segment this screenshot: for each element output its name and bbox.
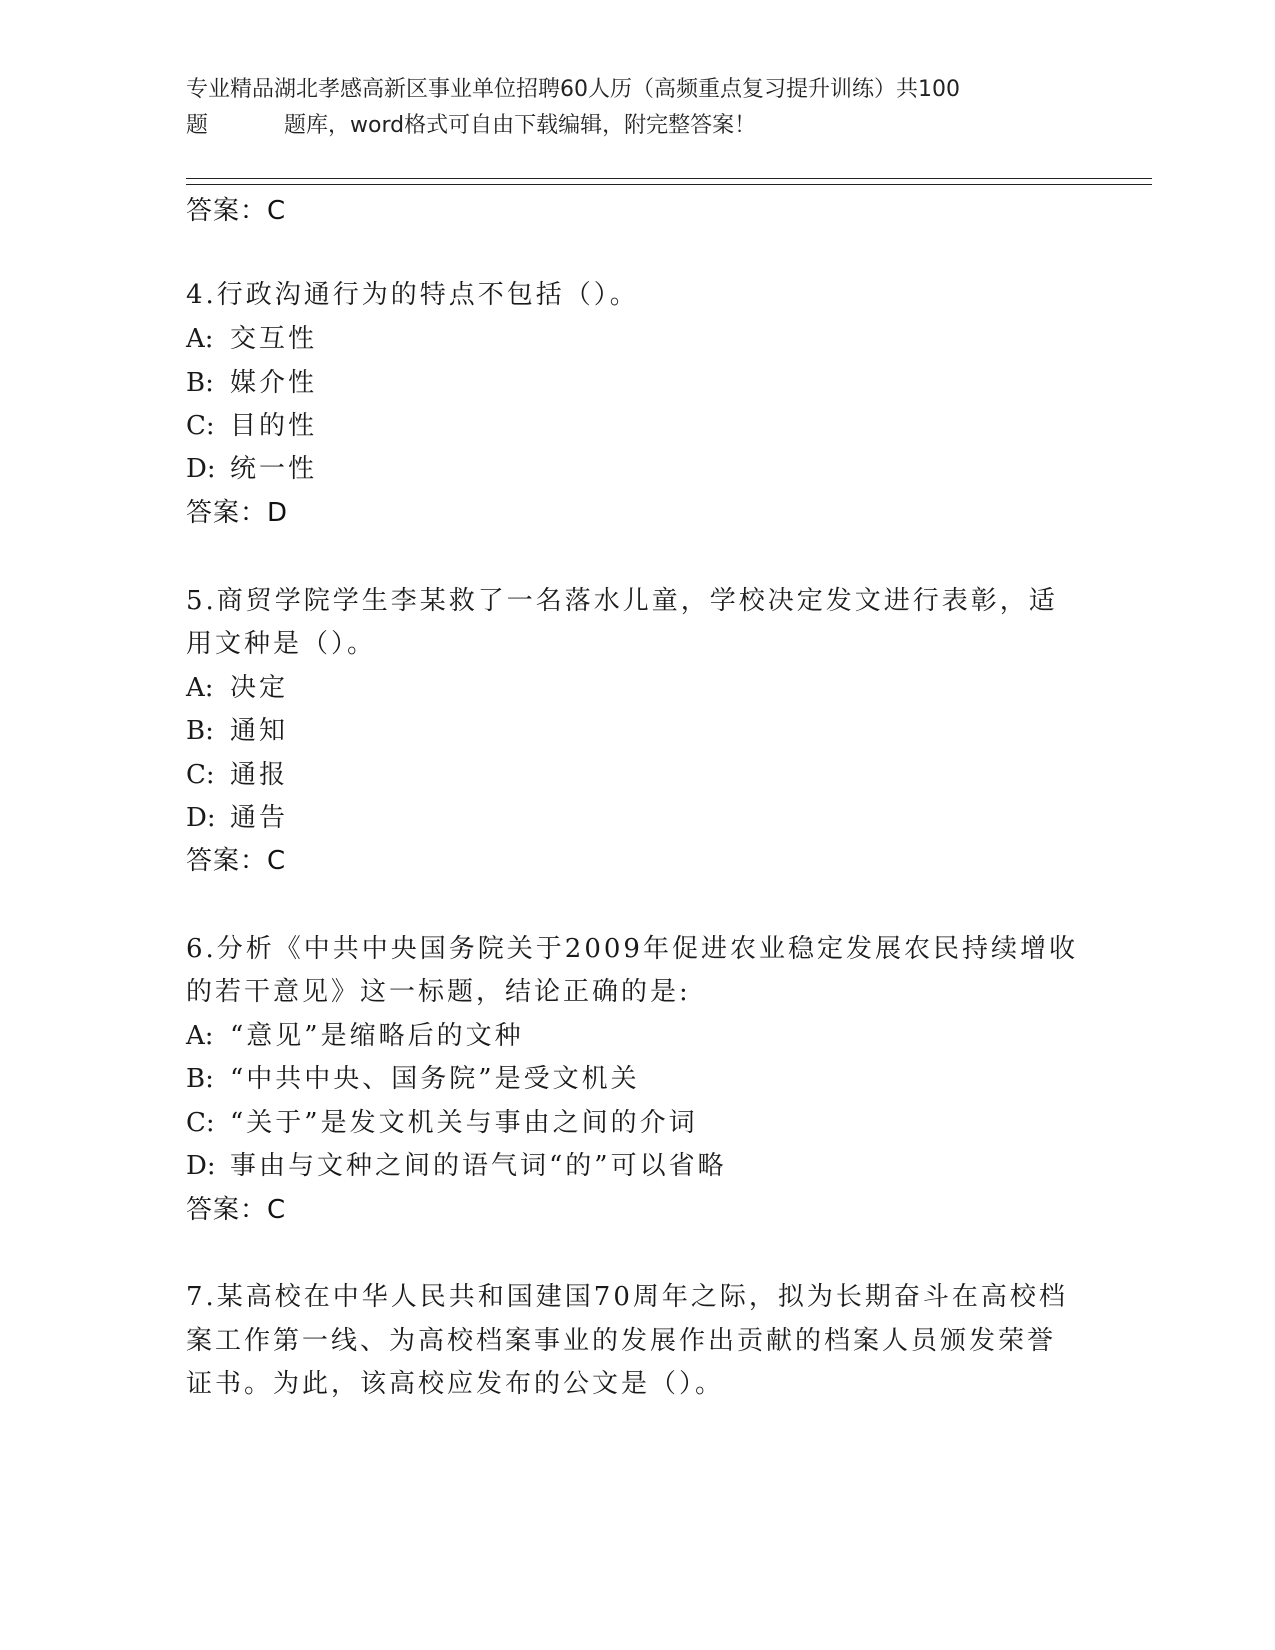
q4-option-c [186,405,317,442]
answer-prev: 答案：C [186,196,287,226]
q6-stem-line-2: 的若干意见》这一标题，结论正确的是: [186,977,691,1007]
option-letter: B: [186,368,214,398]
q4-option-a [186,318,317,355]
q5-option-b [186,710,288,747]
option-text: 统一性 [230,454,318,484]
option-text: 交互性 [230,324,318,354]
header-divider-bottom [186,184,1152,185]
option-text: 决定 [230,673,289,703]
q4-stem: 4.行政沟通行为的特点不包括（）。 [186,280,639,310]
q5-stem-line-1: 5.商贸学院学生李某救了一名落水儿童，学校决定发文进行表彰，适 [186,586,1058,616]
q5-option-d [186,797,288,834]
header-line-2 [186,108,1086,144]
option-letter: C: [186,411,215,441]
option-letter: A: [186,673,214,703]
q7-stem-line-1: 7.某高校在中华人民共和国建国70周年之际，拟为长期奋斗在高校档 [186,1282,1068,1312]
q6-stem-line-1: 6.分析《中共中央国务院关于2009年促进农业稳定发展农民持续增收 [186,934,1078,964]
q6-answer: 答案：C [186,1195,287,1225]
q6-option-a [186,1015,524,1052]
q5-answer: 答案：C [186,846,287,876]
option-text: “中共中央、国务院”是受文机关 [230,1064,640,1094]
q6-option-d [186,1145,727,1182]
page-header [186,72,1086,144]
q7-stem-line-2: 案工作第一线、为高校档案事业的发展作出贡献的档案人员颁发荣誉 [186,1326,1057,1356]
q6-option-c [186,1102,698,1139]
option-text: “意见”是缩略后的文种 [230,1021,524,1051]
q5-stem-line-2: 用文种是（）。 [186,629,377,659]
q5-option-a [186,667,288,704]
header-line-1: 专业精品湖北孝感高新区事业单位招聘60人历（高频重点复习提升训练）共100 [186,77,960,102]
option-letter: B: [186,1064,214,1094]
option-letter: B: [186,716,214,746]
option-letter: C: [186,1108,215,1138]
header-line-2a: 题 [186,113,209,138]
option-text: 通报 [230,760,289,790]
option-text: 事由与文种之间的语气词“的”可以省略 [230,1151,727,1181]
q4-option-d [186,448,317,485]
header-divider-top [186,178,1152,179]
q7-stem-line-3: 证书。为此，该高校应发布的公文是（）。 [186,1369,725,1399]
option-letter: A: [186,1021,214,1051]
q6-option-b [186,1058,640,1095]
option-letter: C: [186,760,215,790]
option-letter: D: [186,454,216,484]
q5-option-c [186,754,288,791]
option-text: 通知 [230,716,289,746]
option-text: 目的性 [230,411,318,441]
q4-answer: 答案：D [186,498,289,528]
q4-option-b [186,362,317,399]
option-letter: D: [186,803,216,833]
option-letter: A: [186,324,214,354]
option-text: “关于”是发文机关与事由之间的介词 [230,1108,698,1138]
option-text: 媒介性 [230,368,318,398]
header-line-2b: 题库，word格式可自由下载编辑，附完整答案！ [284,113,757,138]
option-text: 通告 [230,803,289,833]
option-letter: D: [186,1151,216,1181]
